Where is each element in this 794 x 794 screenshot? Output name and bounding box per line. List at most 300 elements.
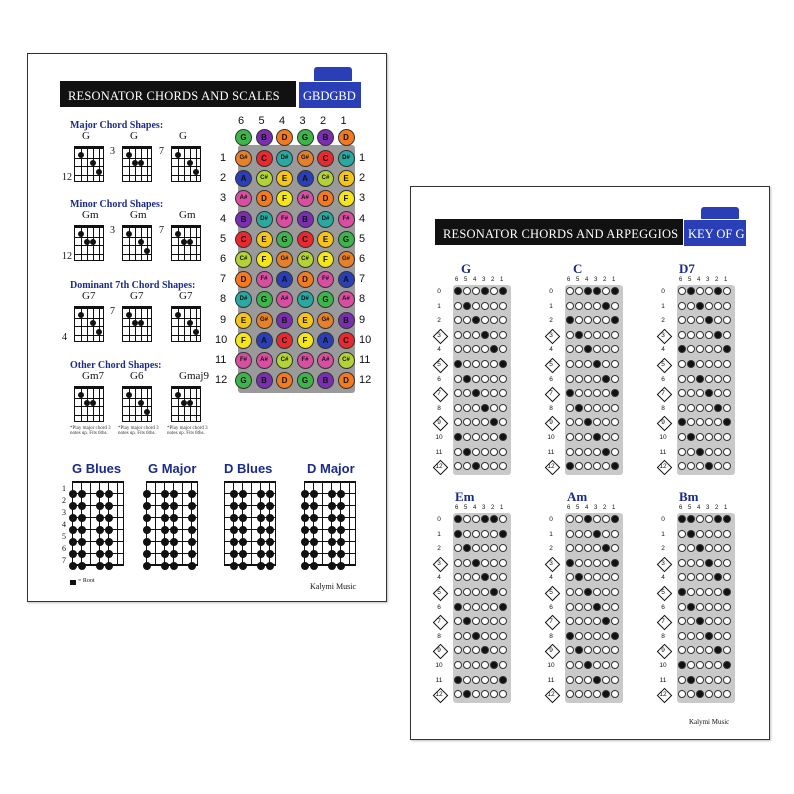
arpeggio-note <box>472 676 480 684</box>
arpeggio-note <box>611 632 619 640</box>
fret-number: 1 <box>661 302 665 310</box>
string-number: 3 <box>594 277 598 283</box>
scale-dot <box>96 490 104 498</box>
arpeggio-note <box>611 530 619 538</box>
arpeggio-note <box>566 331 574 339</box>
scale-dot <box>257 502 265 510</box>
scale-dot <box>266 502 274 510</box>
string-number: 4 <box>585 505 589 511</box>
note-fret: E <box>235 312 252 329</box>
note-fret: A <box>297 170 314 187</box>
arpeggio-note <box>687 632 695 640</box>
finger-dot <box>144 409 150 415</box>
chord-grid <box>74 306 104 342</box>
string-number: 6 <box>679 505 683 511</box>
string-number: 1 <box>724 505 728 511</box>
string-number: 2 <box>491 505 495 511</box>
finger-dot <box>193 169 199 175</box>
fret-number-right: 4 <box>359 212 366 225</box>
fret-number: 7 <box>549 618 553 626</box>
finger-dot <box>181 239 187 245</box>
arpeggio-note <box>454 404 462 412</box>
arpeggio-note <box>593 404 601 412</box>
finger-dot <box>90 400 96 406</box>
scale-dot <box>310 490 318 498</box>
arpeggio-note <box>602 559 610 567</box>
arpeggio-note <box>678 632 686 640</box>
arpeggio-note <box>611 375 619 383</box>
note-fret: F# <box>256 271 273 288</box>
note-fret: F <box>256 251 273 268</box>
banner-title: RESONATOR CHORDS AND SCALES <box>68 89 280 103</box>
note-fret: E <box>338 170 355 187</box>
note-fret: G# <box>276 251 293 268</box>
arpeggio-note <box>602 530 610 538</box>
arpeggio-note <box>593 530 601 538</box>
string-number: 1 <box>500 277 504 283</box>
finger-dot <box>187 400 193 406</box>
note-fret: C# <box>256 170 273 187</box>
fret-line <box>172 158 200 159</box>
note-open: D <box>276 129 293 146</box>
publisher: Kalymi Music <box>689 718 730 726</box>
arpeggio-note <box>566 515 574 523</box>
fret-line <box>123 415 151 416</box>
note-fret: A <box>235 170 252 187</box>
footnote: *Play major chord 3 notes up. Fits 6ths. <box>167 426 208 436</box>
scale-dot <box>257 490 265 498</box>
fret-line <box>75 335 103 336</box>
arpeggio-note <box>472 530 480 538</box>
fret-line <box>75 406 103 407</box>
finger-dot <box>90 320 96 326</box>
arpeggio-note <box>714 676 722 684</box>
finger-dot <box>181 400 187 406</box>
arpeggio-note <box>584 302 592 310</box>
arpeggio-note <box>499 404 507 412</box>
arpeggio-note <box>584 375 592 383</box>
scale-dot <box>96 538 104 546</box>
arpeggio-note <box>678 559 686 567</box>
arpeggio-note <box>705 603 713 611</box>
arpeggio-note <box>611 676 619 684</box>
note-fret: G# <box>235 150 252 167</box>
arpeggio-title: Bm <box>679 489 699 504</box>
note-fret: A# <box>235 190 252 207</box>
fret-number-right: 10 <box>359 333 372 346</box>
arpeggio-note <box>463 530 471 538</box>
arpeggio-note <box>575 632 583 640</box>
scale-dot <box>96 526 104 534</box>
arpeggio-note <box>714 375 722 383</box>
fret-number: 5 <box>549 361 553 368</box>
string-number: 3 <box>594 505 598 511</box>
scale-fret-number: 2 <box>62 496 66 505</box>
arpeggio-note <box>696 661 704 669</box>
arpeggio-note <box>696 676 704 684</box>
arpeggio-note <box>678 433 686 441</box>
fret-number: 0 <box>661 516 665 523</box>
fret-number: 12 <box>435 463 443 471</box>
string-number: 6 <box>567 505 571 511</box>
scale-dot <box>69 526 77 534</box>
arpeggio-note <box>499 448 507 456</box>
scale-dot <box>188 562 196 570</box>
arpeggio-note <box>696 331 704 339</box>
fret-line <box>172 318 200 319</box>
fret-number: 11 <box>659 676 667 684</box>
fret-number: 7 <box>661 390 665 398</box>
scale-dot <box>257 550 265 558</box>
scale-dot <box>310 514 318 522</box>
note-fret: G# <box>256 312 273 329</box>
arpeggio-note <box>714 588 722 596</box>
scale-dot <box>143 538 151 546</box>
fret-number-left: 4 <box>220 212 227 225</box>
fret-number-right: 8 <box>359 293 366 306</box>
arpeggio-note <box>566 433 574 441</box>
arpeggio-note <box>723 559 731 567</box>
arpeggio-note <box>463 331 471 339</box>
chord-grid <box>122 146 152 182</box>
note-fret: B <box>276 312 293 329</box>
scale-fret-number: 6 <box>62 544 66 553</box>
finger-dot <box>90 239 96 245</box>
fret-line <box>75 415 103 416</box>
scale-fret-number: 1 <box>62 484 66 493</box>
scale-dot <box>96 514 104 522</box>
scale-dot <box>188 514 196 522</box>
arpeggio-note <box>602 588 610 596</box>
scale-title: D Blues <box>224 461 273 476</box>
arpeggio-note <box>472 287 480 295</box>
arpeggio-note <box>584 676 592 684</box>
arpeggio-note <box>611 661 619 669</box>
arpeggio-note <box>696 404 704 412</box>
arpeggio-note <box>602 360 610 368</box>
scale-dot <box>170 550 178 558</box>
scale-fret-number: 5 <box>62 532 66 541</box>
arpeggio-note <box>602 375 610 383</box>
chord-name: G6 <box>130 370 144 382</box>
string-number: 4 <box>473 505 477 511</box>
arpeggio-note <box>472 661 480 669</box>
arpeggio-note <box>687 331 695 339</box>
arpeggio-note <box>593 375 601 383</box>
scale-dot <box>96 562 104 570</box>
arpeggio-note <box>481 632 489 640</box>
fret-number: 12 <box>659 463 667 471</box>
string-number: 2 <box>715 277 719 283</box>
scale-dot <box>230 526 238 534</box>
arpeggio-note <box>602 302 610 310</box>
arpeggio-note <box>584 632 592 640</box>
arpeggio-note <box>687 375 695 383</box>
root-legend-icon <box>70 580 76 585</box>
finger-dot <box>96 169 102 175</box>
arpeggio-note <box>678 448 686 456</box>
note-fret: G <box>276 231 293 248</box>
arpeggio-note <box>575 676 583 684</box>
arpeggio-note <box>723 375 731 383</box>
note-fret: C <box>276 332 293 349</box>
note-fret: C <box>256 150 273 167</box>
fret-number: 3 <box>437 331 441 339</box>
arpeggio-note <box>481 302 489 310</box>
note-fret: A# <box>338 291 355 308</box>
note-fret: F# <box>276 211 293 228</box>
fret-number: 2 <box>661 317 665 325</box>
fret-number: 11 <box>547 448 555 456</box>
arpeggio-note <box>611 603 619 611</box>
fret-number: 7 <box>437 390 441 398</box>
arpeggio-note <box>472 603 480 611</box>
fretboard-bg <box>238 145 355 393</box>
scale-dot <box>161 550 169 558</box>
arpeggio-note <box>463 360 471 368</box>
scale-dot <box>230 490 238 498</box>
arpeggio-note <box>678 661 686 669</box>
fret-number: 5 <box>661 361 665 368</box>
arpeggio-note <box>696 515 704 523</box>
note-fret: D <box>338 372 355 389</box>
scale-dot <box>170 562 178 570</box>
finger-dot <box>126 312 132 318</box>
arpeggio-note <box>575 661 583 669</box>
fret-number: 7 <box>437 618 441 626</box>
scale-dot <box>105 526 113 534</box>
fret-line <box>75 398 103 399</box>
scale-dot <box>230 550 238 558</box>
string-number: 4 <box>473 277 477 283</box>
string-line <box>196 389 197 421</box>
fret-marker: 4 <box>62 332 67 343</box>
arpeggio-note <box>481 559 489 567</box>
fret-line <box>75 158 103 159</box>
string-number: 3 <box>706 505 710 511</box>
arpeggio-note <box>584 603 592 611</box>
note-fret: G <box>297 372 314 389</box>
arpeggio-title: Am <box>567 489 588 504</box>
arpeggio-note <box>566 360 574 368</box>
arpeggio-note <box>593 676 601 684</box>
poster-scales <box>27 53 387 602</box>
string-number: 4 <box>585 277 589 283</box>
fret-number-right: 1 <box>359 152 366 164</box>
arpeggio-note <box>499 515 507 523</box>
arpeggio-note <box>714 559 722 567</box>
arpeggio-note <box>723 433 731 441</box>
arpeggio-note <box>714 302 722 310</box>
string-line <box>184 309 185 341</box>
finger-dot <box>84 239 90 245</box>
chord-name: G <box>130 130 138 142</box>
poster-arpeggios <box>410 186 770 740</box>
scale-dot <box>337 490 345 498</box>
finger-dot <box>78 392 84 398</box>
note-fret: E <box>317 231 334 248</box>
arpeggio-note <box>714 603 722 611</box>
note-open: D <box>338 129 355 146</box>
arpeggio-note <box>454 676 462 684</box>
fret-line <box>123 237 151 238</box>
note-fret: G <box>235 372 252 389</box>
arpeggio-note <box>705 676 713 684</box>
arpeggio-note <box>499 530 507 538</box>
fret-number: 9 <box>549 647 553 655</box>
scale-dot <box>328 538 336 546</box>
fret-number: 3 <box>661 559 665 567</box>
string-line <box>87 149 88 181</box>
scale-dot <box>230 514 238 522</box>
fret-number-right: 9 <box>359 313 366 326</box>
arpeggio-note <box>575 404 583 412</box>
scale-dot <box>170 490 178 498</box>
string-number: 6 <box>455 277 459 283</box>
banner-title: RESONATOR CHORDS AND ARPEGGIOS <box>443 227 679 241</box>
note-fret: F <box>235 332 252 349</box>
scale-dot <box>69 502 77 510</box>
arpeggio-note <box>472 331 480 339</box>
fret-number: 4 <box>437 574 441 582</box>
scale-dot <box>266 526 274 534</box>
arpeggio-note <box>584 661 592 669</box>
arpeggio-note <box>490 433 498 441</box>
note-fret: E <box>256 231 273 248</box>
fret-line <box>172 335 200 336</box>
arpeggio-note <box>723 331 731 339</box>
arpeggio-note <box>696 375 704 383</box>
fret-number: 10 <box>547 662 555 669</box>
fret-number: 12 <box>435 691 443 699</box>
arpeggio-note <box>584 559 592 567</box>
arpeggio-note <box>575 515 583 523</box>
arpeggio-note <box>481 588 489 596</box>
scale-dot <box>328 526 336 534</box>
arpeggio-note <box>602 448 610 456</box>
tuning-label: GBDGBD <box>303 89 356 103</box>
scale-dot <box>230 538 238 546</box>
arpeggio-note <box>705 287 713 295</box>
string-line <box>196 309 197 341</box>
note-fret: G# <box>297 150 314 167</box>
chord-grid <box>171 306 201 342</box>
arpeggio-note <box>584 331 592 339</box>
note-fret: F# <box>338 211 355 228</box>
finger-dot <box>138 239 144 245</box>
finger-dot <box>126 231 132 237</box>
arpeggio-note <box>714 530 722 538</box>
scale-title: D Major <box>307 461 355 476</box>
arpeggio-note <box>705 530 713 538</box>
fret-line <box>75 237 103 238</box>
scale-dot <box>230 562 238 570</box>
scale-dot <box>96 502 104 510</box>
fret-number-left: 11 <box>215 354 227 366</box>
arpeggio-note <box>687 515 695 523</box>
arpeggio-note <box>481 603 489 611</box>
scale-dot <box>301 550 309 558</box>
chord-grid <box>74 225 104 261</box>
arpeggio-note <box>687 404 695 412</box>
chord-name: G7 <box>130 290 144 302</box>
note-fret: A# <box>317 352 334 369</box>
arpeggio-note <box>602 676 610 684</box>
string-line <box>196 149 197 181</box>
arpeggio-note <box>490 676 498 684</box>
arpeggio-note <box>678 676 686 684</box>
fret-line <box>172 415 200 416</box>
fret-marker: 7 <box>159 146 164 157</box>
note-fret: D <box>276 372 293 389</box>
arpeggio-note <box>696 530 704 538</box>
fret-line <box>172 398 200 399</box>
note-fret: B <box>235 211 252 228</box>
fret-number: 5 <box>437 361 441 368</box>
arpeggio-note <box>593 448 601 456</box>
scale-dot <box>337 538 345 546</box>
arpeggio-note <box>723 661 731 669</box>
scale-dot <box>239 562 247 570</box>
scale-dot <box>96 550 104 558</box>
arpeggio-note <box>566 448 574 456</box>
arpeggio-note <box>678 331 686 339</box>
arpeggio-note <box>584 433 592 441</box>
note-fret: C <box>317 150 334 167</box>
scale-dot <box>266 490 274 498</box>
fret-number-left: 10 <box>215 333 228 346</box>
arpeggio-note <box>714 287 722 295</box>
arpeggio-note <box>593 433 601 441</box>
note-open: B <box>317 129 334 146</box>
arpeggio-note <box>705 360 713 368</box>
arpeggio-note <box>490 661 498 669</box>
fret-line <box>75 326 103 327</box>
scale-dot <box>301 502 309 510</box>
arpeggio-note <box>678 287 686 295</box>
arpeggio-note <box>714 404 722 412</box>
arpeggio-note <box>602 603 610 611</box>
arpeggio-note <box>575 360 583 368</box>
arpeggio-title: D7 <box>679 261 695 276</box>
fret-number: 6 <box>437 603 441 611</box>
note-fret: A <box>256 332 273 349</box>
arpeggio-note <box>714 433 722 441</box>
fret-number: 0 <box>549 516 553 523</box>
arpeggio-note <box>678 530 686 538</box>
arpeggio-note <box>575 530 583 538</box>
string-line <box>135 228 136 260</box>
arpeggio-note <box>472 375 480 383</box>
footnote: *Play major chord 3 notes up. Fits 6ths. <box>118 426 159 436</box>
note-fret: D# <box>317 211 334 228</box>
string-number: 2 <box>715 505 719 511</box>
note-fret: C# <box>235 251 252 268</box>
string-number: 2 <box>603 505 607 511</box>
note-fret: F# <box>235 352 252 369</box>
arpeggio-note <box>584 287 592 295</box>
note-fret: D# <box>338 150 355 167</box>
fret-number: 9 <box>437 419 441 427</box>
arpeggio-note <box>678 404 686 412</box>
arpeggio-note <box>566 530 574 538</box>
arpeggio-note <box>714 515 722 523</box>
fret-number: 1 <box>661 530 665 538</box>
arpeggio-note <box>696 603 704 611</box>
arpeggio-note <box>714 632 722 640</box>
string-number: 5 <box>688 277 692 283</box>
arpeggio-note <box>705 404 713 412</box>
